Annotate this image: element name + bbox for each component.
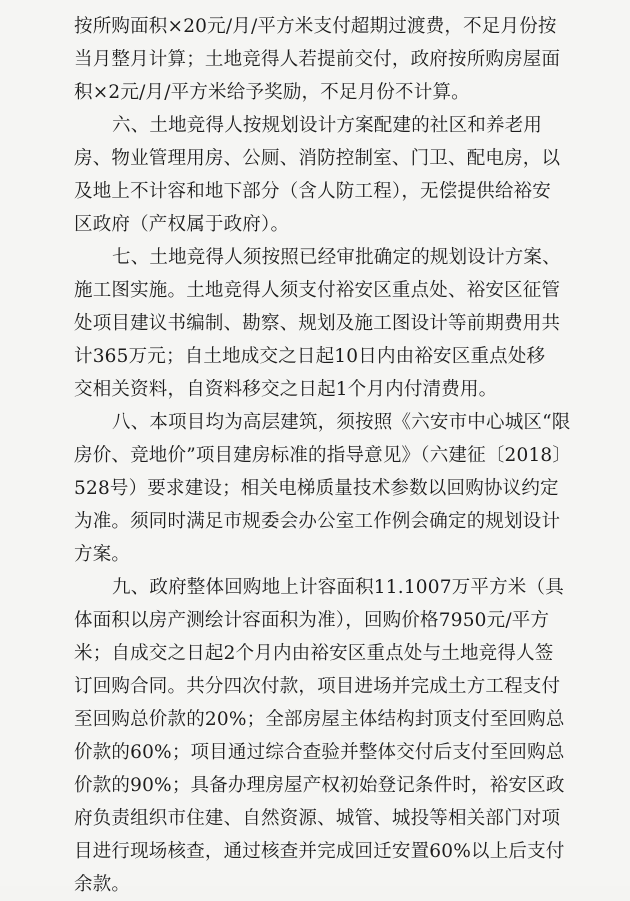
text-line: 体面积以房产测绘计容面积为准），回购价格7950元/平方 <box>74 610 550 631</box>
text-line: 府负责组织市住建、自然资源、城管、城投等相关部门对项 <box>74 808 561 829</box>
text-line: 房、物业管理用房、公厕、消防控制室、门卫、配电房，以 <box>74 148 561 169</box>
paragraph-6-start: 六、土地竞得人按规划设计方案配建的社区和养老用 <box>112 115 543 136</box>
text-line: 计365万元；自土地成交之日起10日内由裕安区重点处移 <box>74 346 546 367</box>
text-line: 积×2元/月/平方米给予奖励，不足月份不计算。 <box>74 82 470 103</box>
text-line: 方案。 <box>74 544 131 565</box>
text-line: 价款的60%；项目通过综合查验并整体交付后支付至回购总 <box>74 742 565 763</box>
text-line: 余款。 <box>74 874 131 895</box>
document-body <box>74 10 574 901</box>
text-line: 交相关资料，自资料移交之日起1个月内付清费用。 <box>74 379 498 400</box>
paragraph-7-start: 七、土地竞得人须按照已经审批确定的规划设计方案、 <box>112 247 561 268</box>
text-line: 为准。须同时满足市规委会办公室工作例会确定的规划设计 <box>74 511 561 532</box>
text-line: 施工图实施。土地竞得人须支付裕安区重点处、裕安区征管 <box>74 280 561 301</box>
text-line: 528号）要求建设；相关电梯质量技术参数以回购协议约定 <box>74 478 559 499</box>
text-line: 米；自成交之日起2个月内由裕安区重点处与土地竞得人签 <box>74 643 554 664</box>
text-line: 订回购合同。共分四次付款，项目进场并完成土方工程支付 <box>74 676 561 697</box>
text-line: 区政府（产权属于政府）。 <box>74 214 290 235</box>
text-line: 至回购总价款的20%；全部房屋主体结构封顶支付至回购总 <box>74 709 565 730</box>
text-line: 价款的90%；具备办理房屋产权初始登记条件时，裕安区政 <box>74 775 565 796</box>
text-line: 当月整月计算；土地竞得人若提前交付，政府按所购房屋面 <box>74 49 561 70</box>
paragraph-9-start: 九、政府整体回购地上计容面积11.1007万平方米（具 <box>112 577 564 598</box>
text-line: 目进行现场核查，通过核查并完成回迁安置60%以上后支付 <box>74 841 565 862</box>
text-line: 按所购面积×20元/月/平方米支付超期过渡费，不足月份按 <box>74 16 557 37</box>
text-line: 处项目建议书编制、勘察、规划及施工图设计等前期费用共 <box>74 313 561 334</box>
text-line: 及地上不计容和地下部分（含人防工程），无偿提供给裕安 <box>74 181 551 202</box>
text-line: 房价、竞地价”项目建房标准的指导意见》（六建征〔2018〕 <box>74 445 572 466</box>
paragraph-8-start: 八、本项目均为高层建筑，须按照《六安市中心城区“限 <box>112 412 571 433</box>
